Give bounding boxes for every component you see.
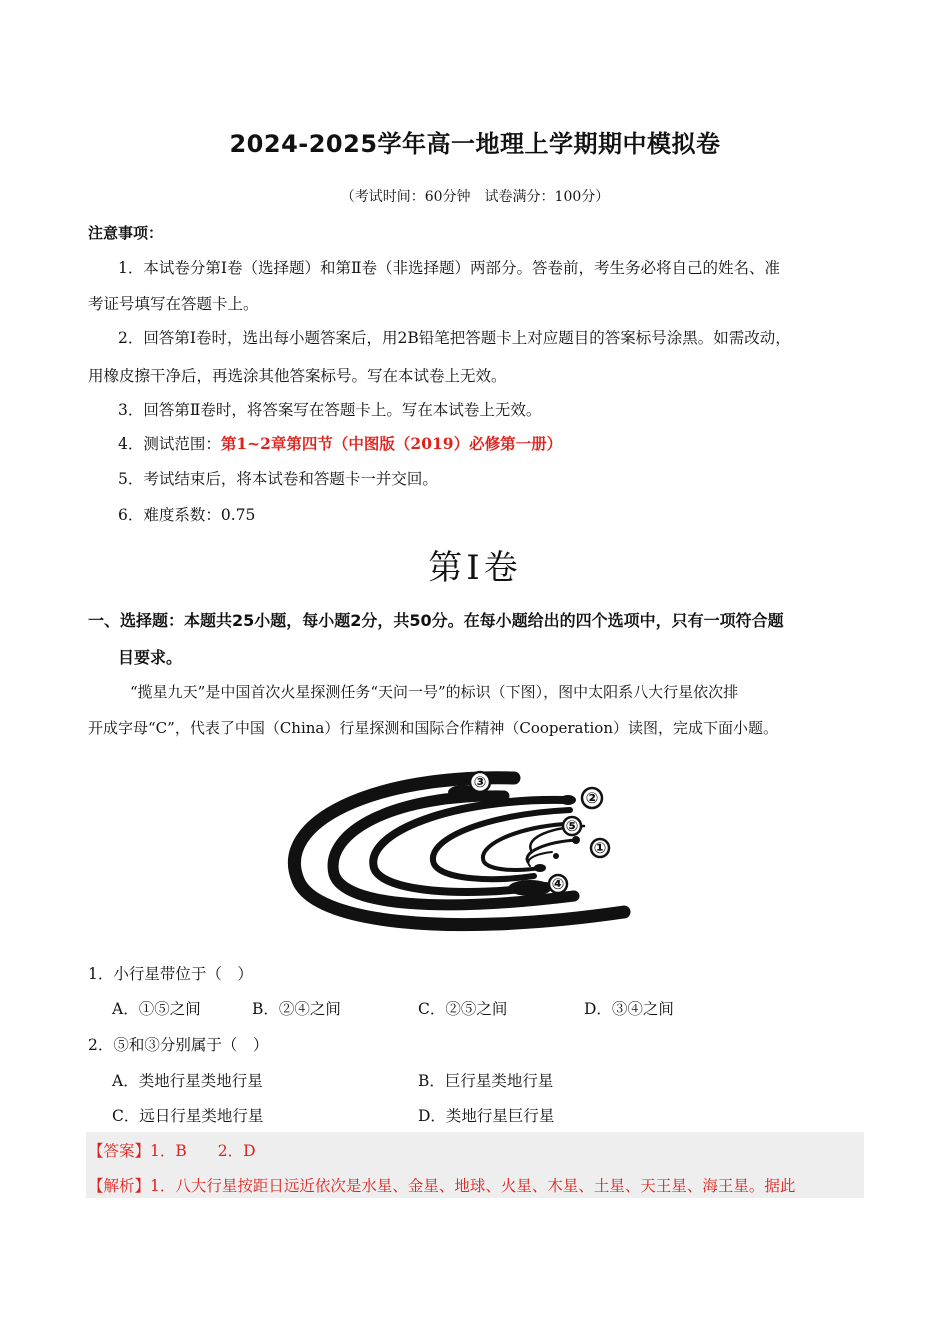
question-2-stem: 2．⑤和③分别属于（ ） <box>88 1036 269 1054</box>
figure-label-1: ① <box>593 839 607 857</box>
note-1-line-2: 考证号填写在答题卡上。 <box>88 295 259 313</box>
figure-label-2: ② <box>585 789 599 807</box>
question-1-option-d[interactable]: D．③④之间 <box>584 1000 674 1018</box>
analysis-label: 【解析】 <box>88 1177 151 1195</box>
section-heading-line-1: 一、选择题：本题共25小题，每小题2分，共50分。在每小题给出的四个选项中，只有一项符合题 <box>88 611 784 630</box>
question-1-stem: 1．小行星带位于（ ） <box>88 965 253 983</box>
question-2-option-c[interactable]: C．远日行星类地行星 <box>112 1107 264 1125</box>
planet-earth <box>572 836 580 844</box>
analysis-text: 1．八大行星按距日远近依次是水星、金星、地球、火星、木星、土星、天王星、海王星。据此 <box>150 1177 796 1195</box>
orbit-arc-3 <box>527 840 576 862</box>
figure-label-5: ⑤ <box>565 817 579 835</box>
question-2-option-b[interactable]: B．巨行星类地行星 <box>418 1072 554 1090</box>
note-6: 6．难度系数：0.75 <box>118 506 256 524</box>
question-2-option-d[interactable]: D．类地行星巨行星 <box>418 1107 555 1125</box>
note-5: 5．考试结束后，将本试卷和答题卡一并交回。 <box>118 470 438 488</box>
planet-mars <box>534 864 546 872</box>
note-2-line-2: 用橡皮擦干净后，再选涂其他答案标号。写在本试卷上无效。 <box>88 367 507 385</box>
question-1-option-c[interactable]: C．②⑤之间 <box>418 1000 508 1018</box>
question-1-option-b[interactable]: B．②④之间 <box>252 1000 341 1018</box>
orbit-arc-1 <box>528 852 552 866</box>
tianwen-logo-figure <box>284 762 668 942</box>
note-3: 3．回答第Ⅱ卷时，将答案写在答题卡上。写在本试卷上无效。 <box>118 401 542 419</box>
test-scope: 第1~2章第四节（中图版（2019）必修第一册） <box>220 434 563 453</box>
answer-line <box>88 1139 256 1161</box>
figure-label-3: ③ <box>473 773 487 791</box>
answer-text: 1．B 2．D <box>150 1142 256 1160</box>
planet-mercury <box>553 853 559 859</box>
planet-uranus <box>560 795 576 805</box>
analysis-line <box>88 1174 795 1196</box>
note-4 <box>118 432 562 454</box>
intro-line-2: 开成字母“C”，代表了中国（China）行星探测和国际合作精神（Cooperation）读图，完成下面小题。 <box>88 719 779 737</box>
figure-label-4: ④ <box>551 875 565 893</box>
page-title: 2024-2025学年高一地理上学期期中模拟卷 <box>229 130 721 158</box>
planet-jupiter <box>508 880 552 896</box>
planet-neptune <box>604 908 624 918</box>
notes-heading: 注意事项： <box>88 224 164 242</box>
exam-info: （考试时间：60分钟 试卷满分：100分） <box>340 189 610 205</box>
section-heading-line-2: 目要求。 <box>118 648 183 667</box>
note-2-line-1: 2．回答第Ⅰ卷时，选出每小题答案后，用2B铅笔把答题卡上对应题目的答案标号涂黑。如需改动， <box>118 329 791 347</box>
intro-line-1: “揽星九天”是中国首次火星探测任务“天问一号”的标识（下图），图中太阳系八大行星依次排 <box>130 683 739 701</box>
question-2-option-a[interactable]: A．类地行星类地行星 <box>112 1072 263 1090</box>
note-4-prefix: 4．测试范围： <box>118 435 221 453</box>
answer-label: 【答案】 <box>88 1142 151 1160</box>
question-1-option-a[interactable]: A．①⑤之间 <box>112 1000 201 1018</box>
volume-title: 第Ⅰ卷 <box>428 548 522 588</box>
note-1-line-1: 1．本试卷分第Ⅰ卷（选择题）和第Ⅱ卷（非选择题）两部分。答卷前，考生务必将自己的姓名、准 <box>118 259 781 277</box>
